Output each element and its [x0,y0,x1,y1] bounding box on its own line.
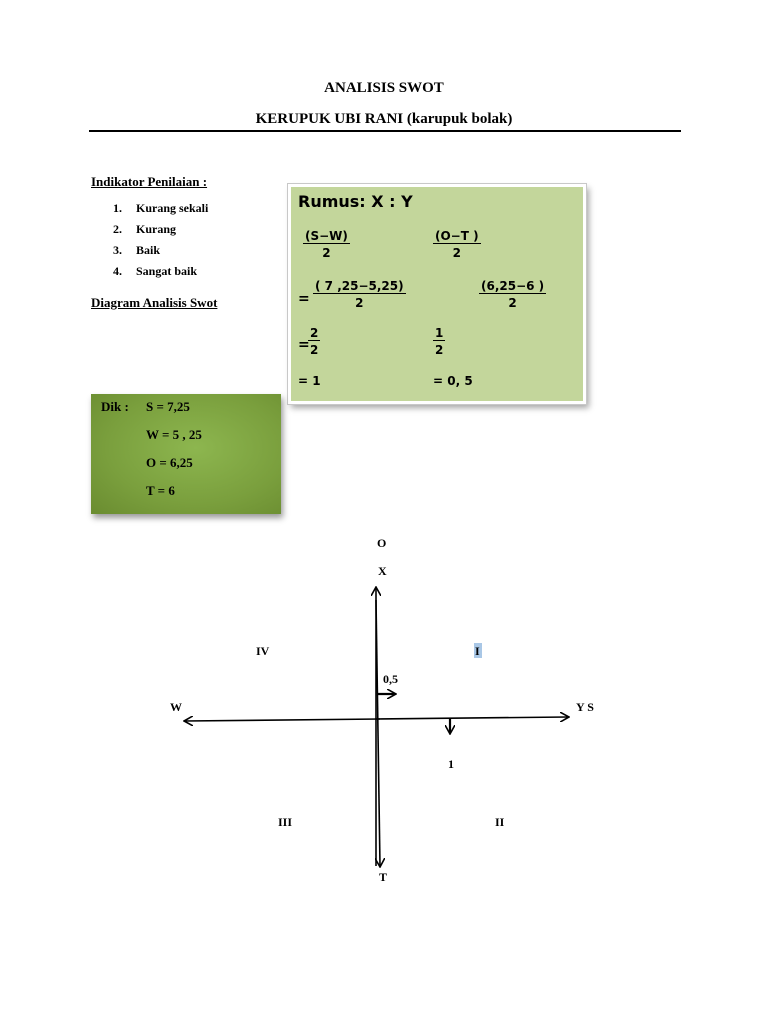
x-result: = 1 [298,374,321,388]
horizontal-axis-right [375,717,568,719]
x-formula-numerator: (S−W) [305,229,348,243]
list-item [113,242,208,263]
list-item-label: Sangat baik [136,264,198,278]
quadrant-1-label: I [475,644,480,658]
given-value-s: S = 7,25 [146,399,190,414]
list-item-number: 1. [113,201,122,215]
list-item-number: 3. [113,243,122,257]
quadrant-2-label: II [495,815,505,829]
given-value-w: W = 5 , 25 [146,427,202,442]
y-simplified-denominator: 2 [435,343,444,357]
y-simplified-numerator: 1 [435,326,444,340]
x-axis-top-label: X [378,564,387,578]
document-subtitle: KERUPUK UBI RANI (karupuk bolak) [255,111,513,127]
x-simplified-numerator: 2 [310,326,319,340]
x-formula [303,229,350,260]
opportunity-label: O [377,536,387,550]
y-substituted-denominator: 2 [508,296,517,310]
quadrant-3-label: III [278,815,293,829]
document-title: ANALISIS SWOT [324,80,444,96]
y-formula-numerator: (O−T ) [435,229,479,243]
weakness-label: W [170,700,182,714]
x-simplified-equals: = [298,337,310,353]
list-item [113,200,208,221]
y-formula-denominator: 2 [452,246,461,260]
formula-title: Rumus: X : Y [298,192,413,211]
list-item-label: Baik [136,243,161,257]
given-value-t: T = 6 [146,483,175,498]
swot-diagram [0,520,768,900]
threat-label: T [379,870,388,884]
list-item-label: Kurang [136,222,177,236]
given-values-box [91,394,281,514]
x-substituted-numerator: ( 7 ,25−5,25) [315,279,404,293]
horizontal-axis-left [185,719,380,721]
y-substituted-numerator: (6,25−6 ) [481,279,545,293]
list-item [113,221,208,242]
x-simplified [308,326,320,357]
strength-label: Y S [576,700,594,714]
given-value-o: O = 6,25 [146,455,193,470]
x-simplified-denominator: 2 [310,343,319,357]
y-formula [433,229,481,260]
quadrant-4-label: IV [256,644,270,658]
point-y-label: 0,5 [383,672,398,686]
x-substituted-denominator: 2 [355,296,364,310]
given-label: Dik : [101,399,129,414]
y-simplified [433,326,445,357]
y-substituted [479,279,546,310]
formula-box [288,184,586,404]
indikator-list [113,200,208,284]
title-divider [89,130,681,132]
list-item-label: Kurang sekali [136,201,209,215]
list-item-number: 2. [113,222,122,236]
point-x-label: 1 [448,757,454,771]
diagram-heading: Diagram Analisis Swot [91,295,218,310]
list-item-number: 4. [113,264,122,278]
y-result: = 0, 5 [433,374,473,388]
list-item [113,263,208,284]
indikator-heading: Indikator Penilaian : [91,174,208,189]
x-formula-denominator: 2 [322,246,331,260]
x-substituted [313,279,406,310]
x-substituted-equals: = [298,291,310,307]
